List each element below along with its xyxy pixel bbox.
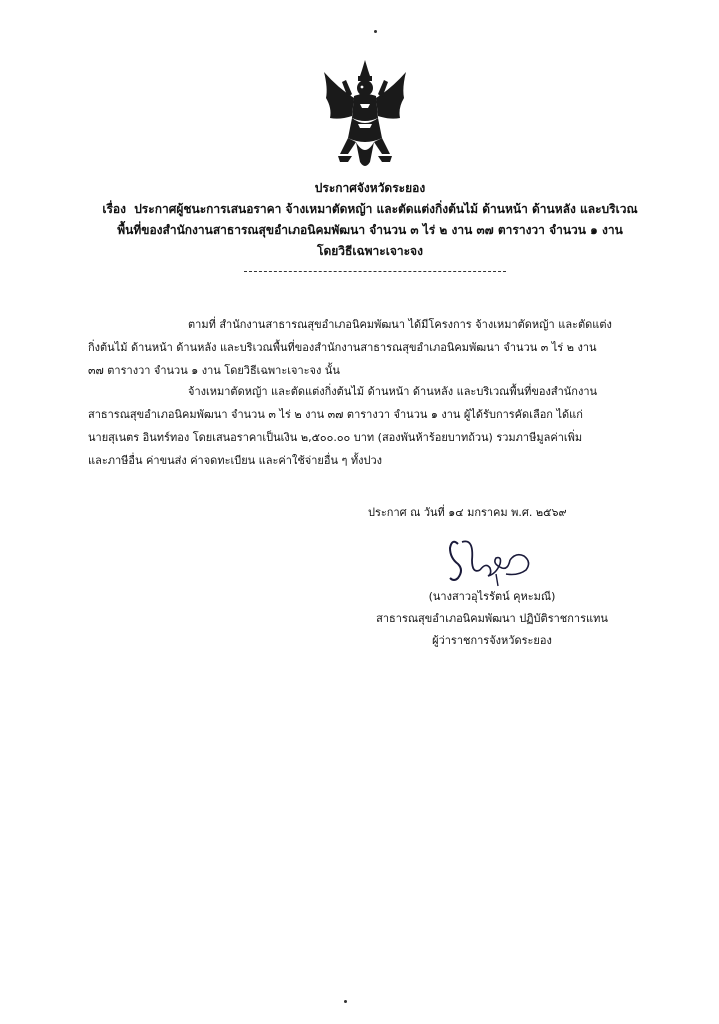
paragraph-1-line: ๓๗ ตารางวา จำนวน ๑ งาน โดยวิธีเฉพาะเจาะจง นั้น <box>88 364 340 377</box>
scan-speck <box>374 30 377 33</box>
signer-block <box>342 586 642 652</box>
paragraph-1 <box>88 313 678 382</box>
subject-line-2: พื้นที่ของสำนักงานสาธารณสุขอำเภอนิคมพัฒนา จำนวน ๓ ไร่ ๒ งาน ๓๗ ตารางวา จำนวน ๑ งาน <box>117 223 623 237</box>
handwritten-signature-icon <box>444 534 542 588</box>
announcement-header <box>60 178 680 262</box>
paragraph-2-line: และภาษีอื่น ค่าขนส่ง ค่าจดทะเบียน และค่าใช้จ่ายอื่น ๆ ทั้งปวง <box>88 454 383 467</box>
signer-name: (นางสาวอุไรรัตน์ คุหะมณี) <box>428 590 556 603</box>
document-title: ประกาศจังหวัดระยอง <box>314 181 426 195</box>
paragraph-1-line: ตามที่ สำนักงานสาธารณสุขอำเภอนิคมพัฒนา ได้มีโครงการ จ้างเหมาตัดหญ้า และตัดแต่ง <box>188 318 612 331</box>
garuda-emblem-icon <box>318 58 412 176</box>
paragraph-2-line: นายสุเนตร อินทร์ทอง โดยเสนอราคาเป็นเงิน ๒,๕๐๐.๐๐ บาท (สองพันห้าร้อยบาทถ้วน) รวมภาษีมูลค่าเพิ่ม <box>88 431 583 444</box>
paragraph-2 <box>88 380 678 472</box>
paragraph-2-line: จ้างเหมาตัดหญ้า และตัดแต่งกิ่งต้นไม้ ด้านหน้า ด้านหลัง และบริเวณพื้นที่ของสำนักงาน <box>188 385 598 398</box>
subject-label: เรื่อง <box>102 202 126 216</box>
paragraph-2-line: สาธารณสุขอำเภอนิคมพัฒนา จำนวน ๓ ไร่ ๒ งาน ๓๗ ตารางวา จำนวน ๑ งาน ผู้ได้รับการคัดเลือก ได้แก่ <box>88 408 583 421</box>
signer-on-behalf: ผู้ว่าราชการจังหวัดระยอง <box>432 634 552 647</box>
signer-position: สาธารณสุขอำเภอนิคมพัฒนา ปฏิบัติราชการแทน <box>376 612 608 625</box>
scan-speck <box>344 1000 347 1003</box>
subject-line-1 <box>60 199 680 220</box>
paragraph-1-line: กิ่งต้นไม้ ด้านหน้า ด้านหลัง และบริเวณพื้นที่ของสำนักงานสาธารณสุขอำเภอนิคมพัฒนา จำนวน ๓ ไร่ ๒ งาน <box>88 341 597 354</box>
subject-line-3: โดยวิธีเฉพาะเจาะจง <box>317 244 423 258</box>
header-divider <box>244 271 506 282</box>
announcement-date: ประกาศ ณ วันที่ ๑๔ มกราคม พ.ศ. ๒๕๖๙ <box>368 506 567 519</box>
subject-text-1: ประกาศผู้ชนะการเสนอราคา จ้างเหมาตัดหญ้า และตัดแต่งกิ่งต้นไม้ ด้านหน้า ด้านหลัง และบริเวณ <box>134 202 638 216</box>
